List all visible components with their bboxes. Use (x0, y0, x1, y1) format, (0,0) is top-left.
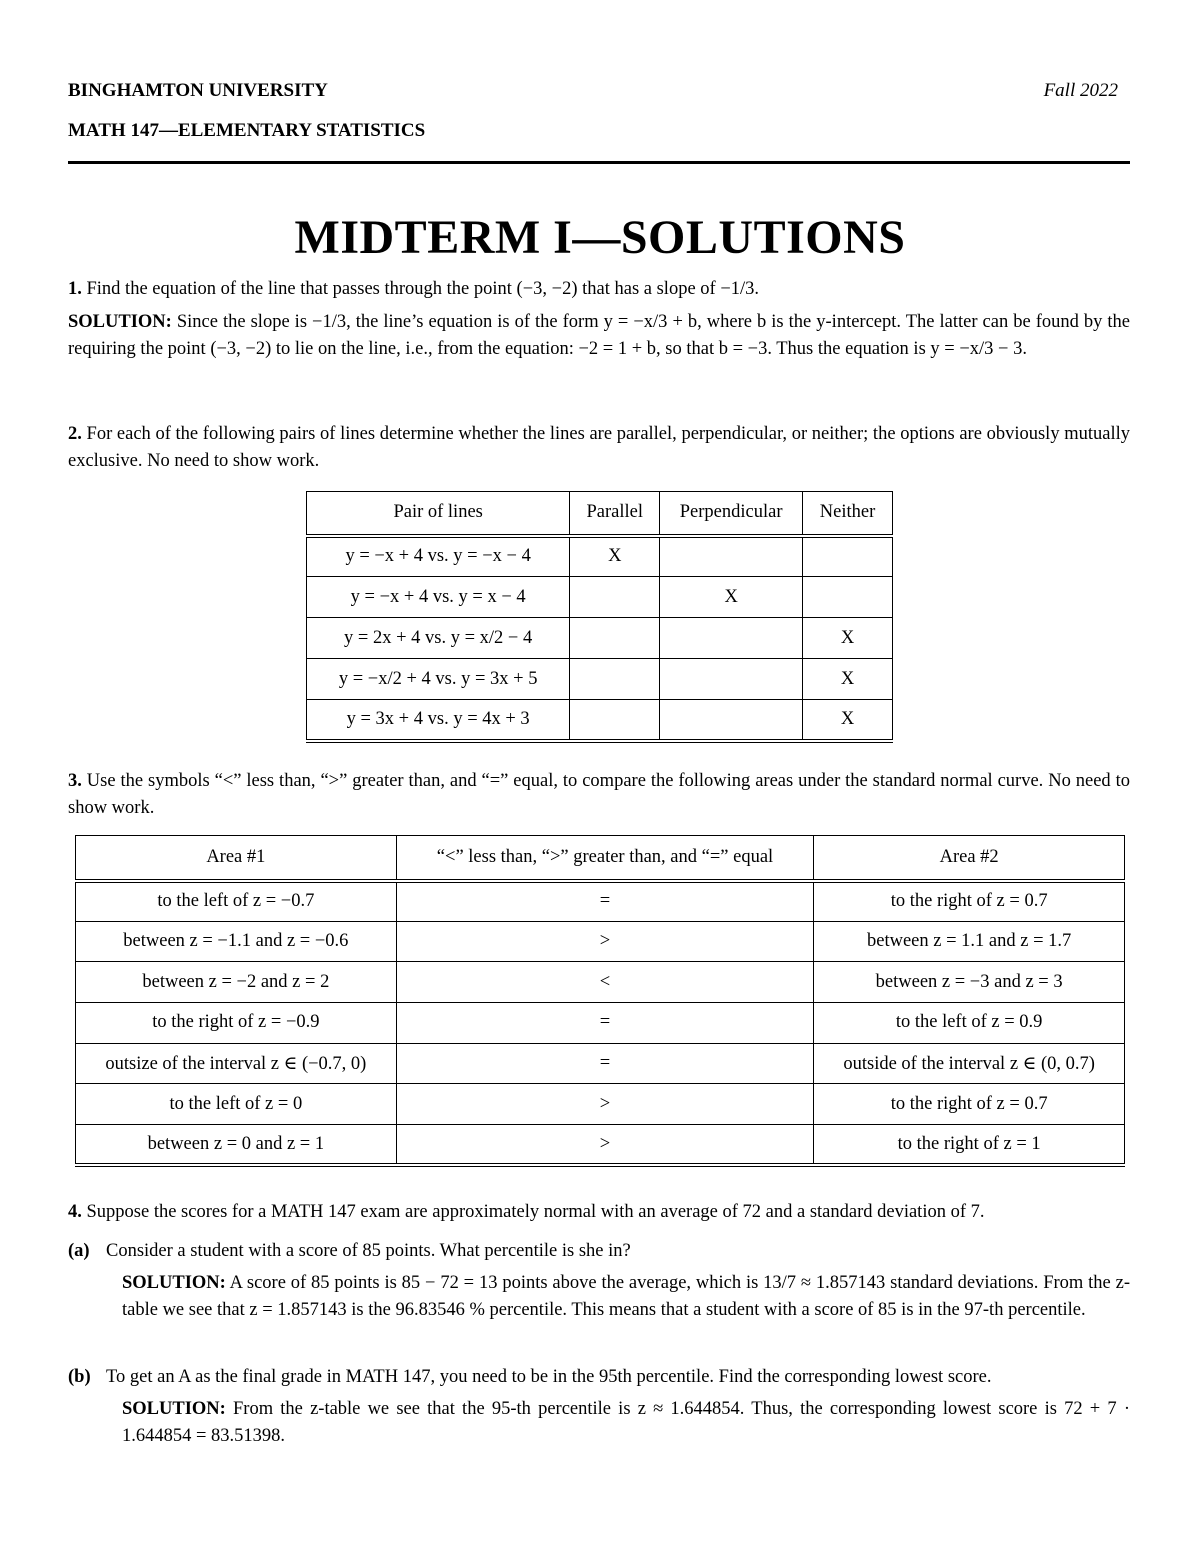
table-header-cell: Area #1 (76, 836, 397, 881)
question-4b-label: (b) (68, 1367, 91, 1387)
question-4 (68, 1199, 1130, 1226)
table-cell: X (803, 659, 893, 700)
table-row (307, 536, 893, 577)
solution-4a (122, 1270, 1130, 1323)
table-cell: = (396, 881, 814, 922)
lines-table-header (307, 492, 893, 536)
table-row (76, 962, 1125, 1003)
question-1 (68, 276, 1130, 303)
university-name: BINGHAMTON UNIVERSITY (68, 80, 328, 101)
solution-4b (122, 1396, 1130, 1449)
table-header-cell: Neither (803, 492, 893, 536)
lines-table (306, 491, 893, 743)
question-1-number: 1. (68, 279, 82, 299)
question-4a-text: Consider a student with a score of 85 points. What percentile is she in? (106, 1241, 631, 1261)
solution-4a-label: SOLUTION: (122, 1273, 226, 1293)
table-cell: outsize of the interval z ∈ (−0.7, 0) (76, 1043, 397, 1084)
table-cell: X (803, 700, 893, 741)
table-cell (803, 536, 893, 577)
table-cell: y = −x/2 + 4 vs. y = 3x + 5 (307, 659, 570, 700)
question-2-number: 2. (68, 424, 82, 444)
table-cell: = (396, 1003, 814, 1044)
table-row (76, 881, 1125, 922)
table-cell: to the right of z = −0.9 (76, 1003, 397, 1044)
table-cell: > (396, 1125, 814, 1166)
table-cell: X (803, 618, 893, 659)
table-header-cell: Pair of lines (307, 492, 570, 536)
table-row (307, 577, 893, 618)
table-row (76, 1003, 1125, 1044)
table-cell (803, 577, 893, 618)
table-cell (570, 700, 660, 741)
table-cell (570, 577, 660, 618)
question-4a (68, 1238, 1130, 1265)
term-label: Fall 2022 (1043, 80, 1118, 101)
question-3-number: 3. (68, 771, 82, 791)
solution-4b-text: From the z-table we see that the 95-th percentile is z ≈ 1.644854. Thus, the corresponding lowest score is 72 + 7 · 1.644854 = 83.51398. (122, 1399, 1130, 1446)
question-4b-text: To get an A as the final grade in MATH 147, you need to be in the 95th percentile. Find the corresponding lowest score. (106, 1367, 992, 1387)
table-cell (660, 659, 803, 700)
table-cell: to the left of z = 0.9 (814, 1003, 1125, 1044)
question-1-text: Find the equation of the line that passes through the point (−3, −2) that has a slope of −1/3. (86, 279, 760, 299)
table-cell: > (396, 921, 814, 962)
table-cell (660, 618, 803, 659)
question-4-number: 4. (68, 1202, 82, 1222)
table-cell (570, 659, 660, 700)
table-row (307, 700, 893, 741)
table-cell: to the right of z = 1 (814, 1125, 1125, 1166)
areas-table (75, 835, 1125, 1167)
course-name: MATH 147—ELEMENTARY STATISTICS (68, 120, 426, 141)
areas-table-header (76, 836, 1125, 881)
table-cell: y = −x + 4 vs. y = x − 4 (307, 577, 570, 618)
question-3 (68, 768, 1130, 821)
question-4a-label: (a) (68, 1241, 90, 1261)
table-header-cell: Perpendicular (660, 492, 803, 536)
table-cell: to the left of z = 0 (76, 1084, 397, 1125)
table-header-cell: Area #2 (814, 836, 1125, 881)
question-3-text: Use the symbols “<” less than, “>” greater than, and “=” equal, to compare the following areas under the standard normal curve. No need to show work. (68, 771, 1130, 818)
table-row (307, 618, 893, 659)
table-cell: y = 3x + 4 vs. y = 4x + 3 (307, 700, 570, 741)
table-row (76, 921, 1125, 962)
table-header-cell: Parallel (570, 492, 660, 536)
solution-4a-text: A score of 85 points is 85 − 72 = 13 points above the average, which is 13/7 ≈ 1.857143 standard deviations. From the z-table we see that z = 1.857143 is the 96.83546 % percentile. This means that a student with a score of 85 is in the 97-th percentile. (122, 1273, 1130, 1320)
table-cell: between z = −3 and z = 3 (814, 962, 1125, 1003)
table-cell: outside of the interval z ∈ (0, 0.7) (814, 1043, 1125, 1084)
question-2 (68, 421, 1130, 474)
table-cell: to the right of z = 0.7 (814, 1084, 1125, 1125)
table-cell: between z = 1.1 and z = 1.7 (814, 921, 1125, 962)
table-cell: between z = −1.1 and z = −0.6 (76, 921, 397, 962)
table-cell: to the right of z = 0.7 (814, 881, 1125, 922)
solution-1 (68, 309, 1130, 362)
table-cell (570, 618, 660, 659)
solution-4b-label: SOLUTION: (122, 1399, 226, 1419)
table-row (76, 1084, 1125, 1125)
question-4-text: Suppose the scores for a MATH 147 exam are approximately normal with an average of 72 and a standard deviation of 7. (86, 1202, 985, 1222)
table-cell: y = 2x + 4 vs. y = x/2 − 4 (307, 618, 570, 659)
table-cell: y = −x + 4 vs. y = −x − 4 (307, 536, 570, 577)
table-cell: between z = −2 and z = 2 (76, 962, 397, 1003)
table-row (76, 1125, 1125, 1166)
header-rule (68, 161, 1130, 164)
table-cell: X (660, 577, 803, 618)
table-cell: between z = 0 and z = 1 (76, 1125, 397, 1166)
solution-1-text: Since the slope is −1/3, the line’s equation is of the form y = −x/3 + b, where b is the y-intercept. The latter can be found by the requiring the point (−3, −2) to lie on the line, i.e., from the equation: −2 = 1 + b, so that b = −3. Thus the equation is y = −x/3 − 3. (68, 312, 1131, 359)
table-header-cell: “<” less than, “>” greater than, and “=” equal (396, 836, 814, 881)
table-cell: X (570, 536, 660, 577)
table-cell: = (396, 1043, 814, 1084)
table-row (307, 659, 893, 700)
solution-1-label: SOLUTION: (68, 312, 172, 332)
page-title: MIDTERM I—SOLUTIONS (294, 211, 906, 264)
table-cell (660, 536, 803, 577)
table-cell: to the left of z = −0.7 (76, 881, 397, 922)
table-cell (660, 700, 803, 741)
table-cell: > (396, 1084, 814, 1125)
table-cell: < (396, 962, 814, 1003)
question-4b (68, 1364, 1130, 1391)
table-row (76, 1043, 1125, 1084)
question-2-text: For each of the following pairs of lines determine whether the lines are parallel, perpendicular, or neither; the options are obviously mutually exclusive. No need to show work. (68, 424, 1131, 471)
